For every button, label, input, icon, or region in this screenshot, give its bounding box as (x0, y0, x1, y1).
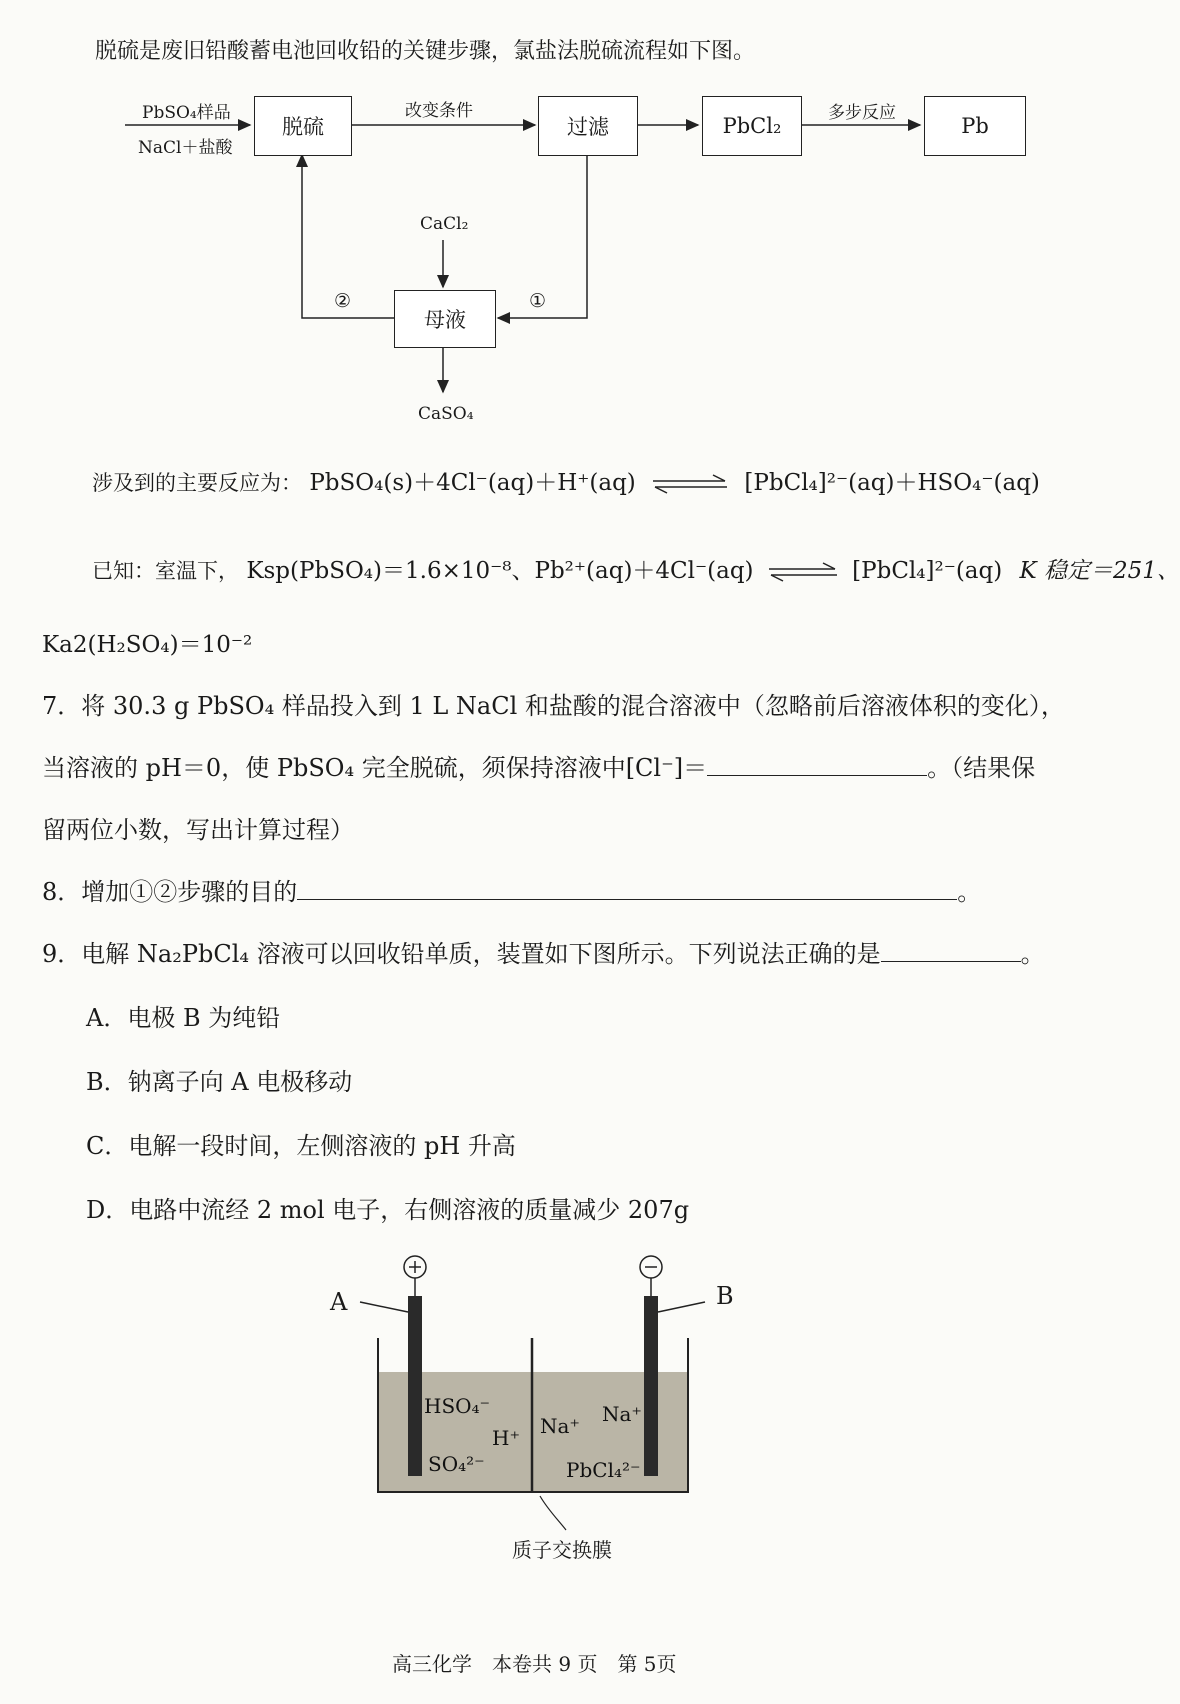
known-line (92, 552, 1180, 585)
flow-cacl2: CaCl₂ (420, 214, 469, 234)
q9-tail: 。 (1020, 940, 1045, 968)
ion-hso4: HSO₄⁻ (424, 1394, 491, 1418)
ion-so4: SO₄²⁻ (428, 1452, 485, 1476)
q8-text: 8．增加①②步骤的目的 (42, 878, 298, 906)
q8-tail: 。 (957, 878, 982, 906)
option-a: A．电极 B 为纯铅 (86, 1004, 281, 1032)
q7-line2-text: 当溶液的 pH＝0，使 PbSO₄ 完全脱硫，须保持溶液中[Cl⁻]＝ (42, 754, 708, 782)
box-mother-liquor: 母液 (394, 290, 496, 348)
equilibrium-arrow-icon (767, 562, 839, 582)
q7-answer-blank[interactable] (707, 755, 927, 776)
ion-na-1: Na⁺ (540, 1414, 580, 1438)
box-pb: Pb (924, 96, 1026, 156)
flow-step2: ② (334, 290, 352, 312)
box-desulfurization: 脱硫 (254, 96, 352, 156)
q8-line (42, 872, 981, 907)
known-ka2: Ka2(H₂SO₄)＝10⁻² (42, 632, 253, 658)
reaction-line (92, 464, 1040, 497)
reaction-label: 涉及到的主要反应为： (92, 471, 302, 495)
box-filter: 过滤 (538, 96, 638, 156)
membrane-label: 质子交换膜 (512, 1538, 612, 1562)
q8-answer-blank[interactable] (297, 879, 957, 900)
electrode-b (644, 1296, 658, 1476)
ion-na-2: Na⁺ (602, 1402, 642, 1426)
flow-label-change: 改变条件 (405, 101, 473, 121)
flow-input-top: PbSO₄样品 (142, 103, 231, 123)
electrode-b-label: B (716, 1282, 734, 1310)
flow-step1: ① (529, 290, 547, 312)
flow-label-multi: 多步反应 (828, 103, 896, 123)
electrode-a-label: A (330, 1288, 348, 1316)
option-b: B．钠离子向 A 电极移动 (86, 1068, 353, 1096)
q7-line2-tail: 。（结果保 (927, 754, 1036, 782)
option-c: C．电解一段时间，左侧溶液的 pH 升高 (86, 1132, 516, 1160)
reaction-left: PbSO₄(s)＋4Cl⁻(aq)＋H⁺(aq) (309, 470, 636, 496)
q9-answer-blank[interactable] (881, 941, 1021, 962)
known-right: [PbCl₄]²⁻(aq) (852, 558, 1003, 584)
reaction-right: [PbCl₄]²⁻(aq)＋HSO₄⁻(aq) (744, 470, 1040, 496)
q9-line (42, 934, 1045, 969)
ion-pbcl4: PbCl₄²⁻ (566, 1458, 641, 1482)
ion-h: H⁺ (492, 1426, 520, 1450)
q9-text: 9．电解 Na₂PbCl₄ 溶液可以回收铅单质，装置如下图所示。下列说法正确的是 (42, 940, 881, 968)
electrode-a (408, 1296, 422, 1476)
intro-text: 脱硫是废旧铅酸蓄电池回收铅的关键步骤，氯盐法脱硫流程如下图。 (95, 39, 756, 64)
flow-caso4: CaSO₄ (418, 404, 474, 424)
q7-line2 (42, 748, 1035, 783)
equilibrium-arrow-icon (651, 474, 729, 494)
option-d: D．电路中流经 2 mol 电子，右侧溶液的质量减少 207g (86, 1196, 690, 1224)
q7-line1: 7．将 30.3 g PbSO₄ 样品投入到 1 L NaCl 和盐酸的混合溶液中（忽略前后溶液体积的变化）， (42, 692, 1065, 720)
known-label: 已知：室温下， (92, 559, 239, 583)
known-ksp: Ksp(PbSO₄)＝1.6×10⁻⁸、Pb²⁺(aq)＋4Cl⁻(aq) (246, 558, 754, 584)
box-pbcl2: PbCl₂ (702, 96, 802, 156)
q7-line3: 留两位小数，写出计算过程） (42, 816, 354, 844)
flow-lines (0, 0, 1080, 440)
known-k: K 稳定＝251、 (1019, 558, 1180, 584)
page-footer: 高三化学 本卷共 9 页 第 5页 (392, 1652, 677, 1676)
flow-input-bottom: NaCl＋盐酸 (138, 138, 233, 158)
